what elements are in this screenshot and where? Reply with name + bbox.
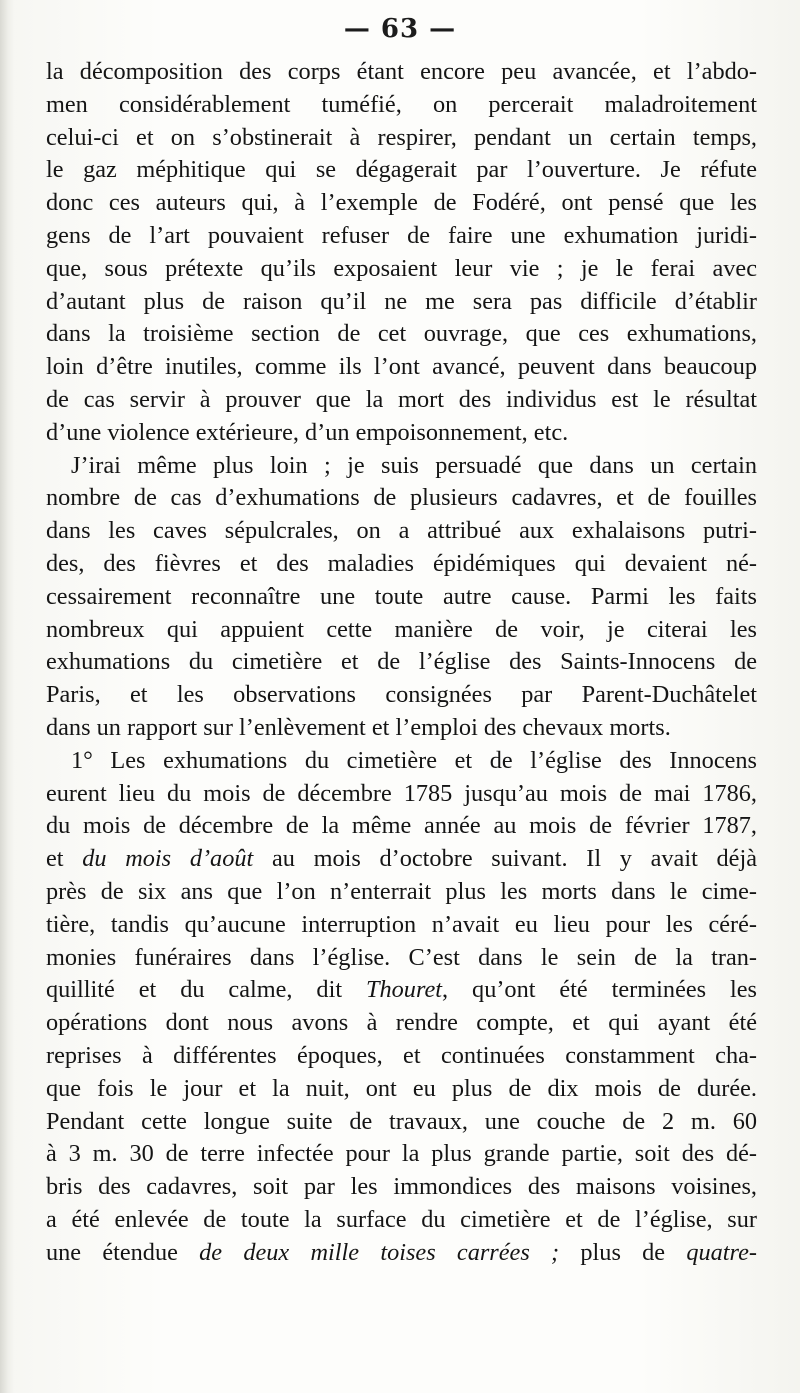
text-segment: reprises à différentes époques, et continuées constamment cha- <box>46 1041 757 1069</box>
text-segment: dans la troisième section de cet ouvrage, que ces exhumations, <box>46 320 757 348</box>
text-segment: a été enlevée de toute la surface du cimetière et de l’église, sur <box>46 1205 757 1233</box>
text-line <box>46 712 757 745</box>
text-line <box>46 679 757 712</box>
text-line <box>46 646 757 679</box>
italic-text: quatre- <box>686 1238 757 1266</box>
text-segment: eurent lieu du mois de décembre 1785 jusqu’au mois de mai 1786, <box>46 779 757 807</box>
text-segment: une étendue <box>46 1238 200 1266</box>
text-line <box>46 253 757 286</box>
text-segment: au mois d’octobre suivant. Il y avait déjà <box>253 845 757 873</box>
page-gutter-shadow <box>0 0 14 1393</box>
text-segment: que fois le jour et la nuit, ont eu plus de dix mois de durée. <box>46 1074 757 1102</box>
text-line <box>46 1007 757 1040</box>
text-line <box>46 482 757 515</box>
text-line <box>46 548 757 581</box>
text-line <box>46 974 757 1007</box>
text-segment: cessairement reconnaître une toute autre cause. Parmi les faits <box>46 582 757 610</box>
text-line <box>46 122 757 155</box>
text-line <box>46 384 757 417</box>
text-segment: de cas servir à prouver que la mort des individus est le résultat <box>46 385 757 413</box>
text-segment: dans les caves sépulcrales, on a attribué aux exhalaisons putri- <box>46 517 757 545</box>
text-line <box>46 351 757 384</box>
text-line <box>46 318 757 351</box>
text-line <box>46 745 757 778</box>
text-segment: tière, tandis qu’aucune interruption n’avait eu lieu pour les céré- <box>46 910 757 938</box>
text-segment: Paris, et les observations consignées par Parent-Duchâtelet <box>46 681 757 709</box>
text-line <box>46 1204 757 1237</box>
text-segment: quillité et du calme, dit <box>46 976 366 1004</box>
text-line <box>46 1138 757 1171</box>
text-segment: dans un rapport sur l’enlèvement et l’emploi des chevaux morts. <box>46 713 671 741</box>
text-line <box>46 581 757 614</box>
text-segment: nombreux qui appuient cette manière de voir, je citerai les <box>46 615 757 643</box>
text-line <box>46 810 757 843</box>
text-segment: nombre de cas d’exhumations de plusieurs cadavres, et de fouilles <box>46 484 757 512</box>
text-line <box>46 515 757 548</box>
text-segment: des, des fièvres et des maladies épidémiques qui devaient né- <box>46 549 757 577</box>
text-line <box>46 778 757 811</box>
body-text <box>46 56 757 1269</box>
text-line <box>46 187 757 220</box>
text-segment: le gaz méphitique qui se dégagerait par l’ouverture. Je réfute <box>46 156 757 184</box>
text-line <box>46 909 757 942</box>
text-segment: celui-ci et on s’obstinerait à respirer, pendant un certain temps, <box>46 123 757 151</box>
page-number: — 63 — <box>343 14 457 44</box>
text-line <box>46 220 757 253</box>
text-segment: gens de l’art pouvaient refuser de faire une exhumation juridi- <box>46 221 757 249</box>
text-segment: exhumations du cimetière et de l’église des Saints-Innocens de <box>46 648 757 676</box>
text-line <box>46 56 757 89</box>
text-segment: d’autant plus de raison qu’il ne me sera pas difficile d’établir <box>46 287 757 315</box>
text-segment: donc ces auteurs qui, à l’exemple de Fodéré, ont pensé que les <box>46 189 757 217</box>
text-segment: à 3 m. 30 de terre infectée pour la plus grande partie, soit des dé- <box>46 1140 757 1168</box>
text-line <box>46 843 757 876</box>
italic-text: Thouret <box>366 976 443 1004</box>
text-segment: J’irai même plus loin ; je suis persuadé que dans un certain <box>71 451 757 479</box>
text-segment: du mois de décembre de la même année au mois de février 1787, <box>46 812 757 840</box>
text-segment: Pendant cette longue suite de travaux, une couche de 2 m. 60 <box>46 1107 757 1135</box>
text-segment: men considérablement tuméfié, on percerait maladroitement <box>46 90 757 118</box>
italic-text: du mois d’août <box>82 845 254 873</box>
text-line <box>46 942 757 975</box>
text-line <box>46 1040 757 1073</box>
text-line <box>46 1237 757 1270</box>
text-segment: , qu’ont été terminées les <box>442 976 757 1004</box>
text-line <box>46 286 757 319</box>
text-line <box>46 417 757 450</box>
italic-text: de deux mille toises carrées ; <box>199 1238 560 1266</box>
text-line <box>46 89 757 122</box>
text-line <box>46 1106 757 1139</box>
text-segment: d’une violence extérieure, d’un empoisonnement, etc. <box>46 418 569 446</box>
text-segment: que, sous prétexte qu’ils exposaient leur vie ; je le ferai avec <box>46 254 757 282</box>
text-line <box>46 450 757 483</box>
text-segment: près de six ans que l’on n’enterrait plus les morts dans le cime- <box>46 877 757 905</box>
text-segment: monies funéraires dans l’église. C’est dans le sein de la tran- <box>46 943 757 971</box>
text-segment: loin d’être inutiles, comme ils l’ont avancé, peuvent dans beaucoup <box>46 353 757 381</box>
text-segment: 1° Les exhumations du cimetière et de l’église des Innocens <box>71 746 757 774</box>
text-line <box>46 876 757 909</box>
text-segment: la décomposition des corps étant encore peu avancée, et l’abdo- <box>46 58 757 85</box>
text-line <box>46 154 757 187</box>
text-line <box>46 614 757 647</box>
text-line <box>46 1171 757 1204</box>
text-segment: et <box>46 845 83 873</box>
text-segment: bris des cadavres, soit par les immondices des maisons voisines, <box>46 1173 757 1201</box>
text-segment: opérations dont nous avons à rendre compte, et qui ayant été <box>46 1009 757 1037</box>
text-segment: plus de <box>559 1238 687 1266</box>
text-line <box>46 1073 757 1106</box>
